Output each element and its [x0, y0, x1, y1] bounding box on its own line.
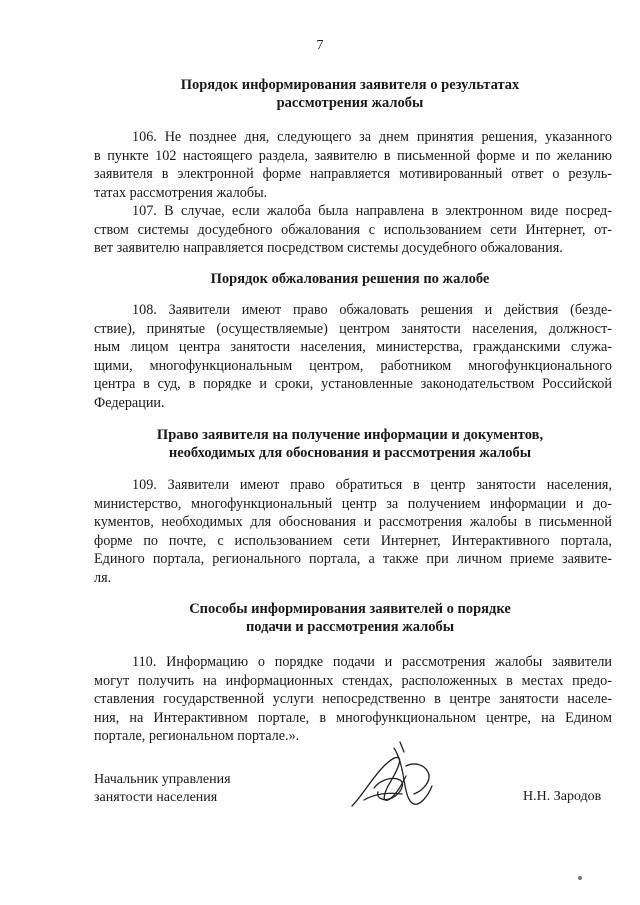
- paragraph-106: 106. Не позднее дня, следующего за днем принятия решения, указанного в пункте 102 настоящего раздела, заявителю в письменной форме и по желанию заявителя в электронной форме направляется мотивированный ответ о резуль- татах рассмотрения жалобы.: [94, 129, 612, 201]
- paragraph-110: 110. Информацию о порядке подачи и рассмотрения жалобы заявители могут получить на информационных стендах, расположенных в местах предо- ставления государственной услуги непосредственно в центре занятости населе- ния, на Интерактивном портале, в многофункциональном центре, на Едином портале, региональном портале.».: [94, 654, 612, 744]
- paragraph-108: 108. Заявители имеют право обжаловать решения и действия (безде- ствие), принятые (осуществляемые) центром занятости населения, должност- ным лицом центра занятости населения, министерства, гражданскими служа- щими, многофункциональным центром, работником многофункционального центра в суд, в порядке и сроки, установленные законодательством Российской Федерации.: [94, 302, 612, 411]
- section-heading-informing-methods: Способы информирования заявителей о порядке подачи и рассмотрения жалобы: [189, 601, 511, 635]
- signatory-title: Начальник управления занятости населения: [94, 772, 231, 805]
- scan-speck: [578, 876, 582, 880]
- section-heading-appeal-decision: Порядок обжалования решения по жалобе: [210, 271, 490, 287]
- paragraph-109: 109. Заявители имеют право обратиться в центр занятости населения, министерство, многофункциональный центр за получением информации и до- кументов, необходимых для обоснования и рассмотрения жалобы в письменной форме по почте, с использованием сети Интернет, Интерактивного портала, Единого портала, регионального портала, а также при личном приеме заявите- ля.: [94, 477, 612, 586]
- handwritten-signature: [344, 736, 440, 818]
- section-heading-right-to-information: Право заявителя на получение информации и документов, необходимых для обоснования и рассмотрения жалобы: [156, 427, 544, 461]
- page-number: 7: [316, 38, 324, 53]
- paragraph-107: 107. В случае, если жалоба была направлена в электронном виде посред- ством системы досудебного обжалования с использованием сети Интернет, от- вет заявителю направляется посредством системы досудебного обжалования.: [94, 203, 612, 256]
- section-heading-informing-results: Порядок информирования заявителя о результатах рассмотрения жалобы: [180, 77, 520, 111]
- signatory-name: Н.Н. Зародов: [523, 789, 602, 804]
